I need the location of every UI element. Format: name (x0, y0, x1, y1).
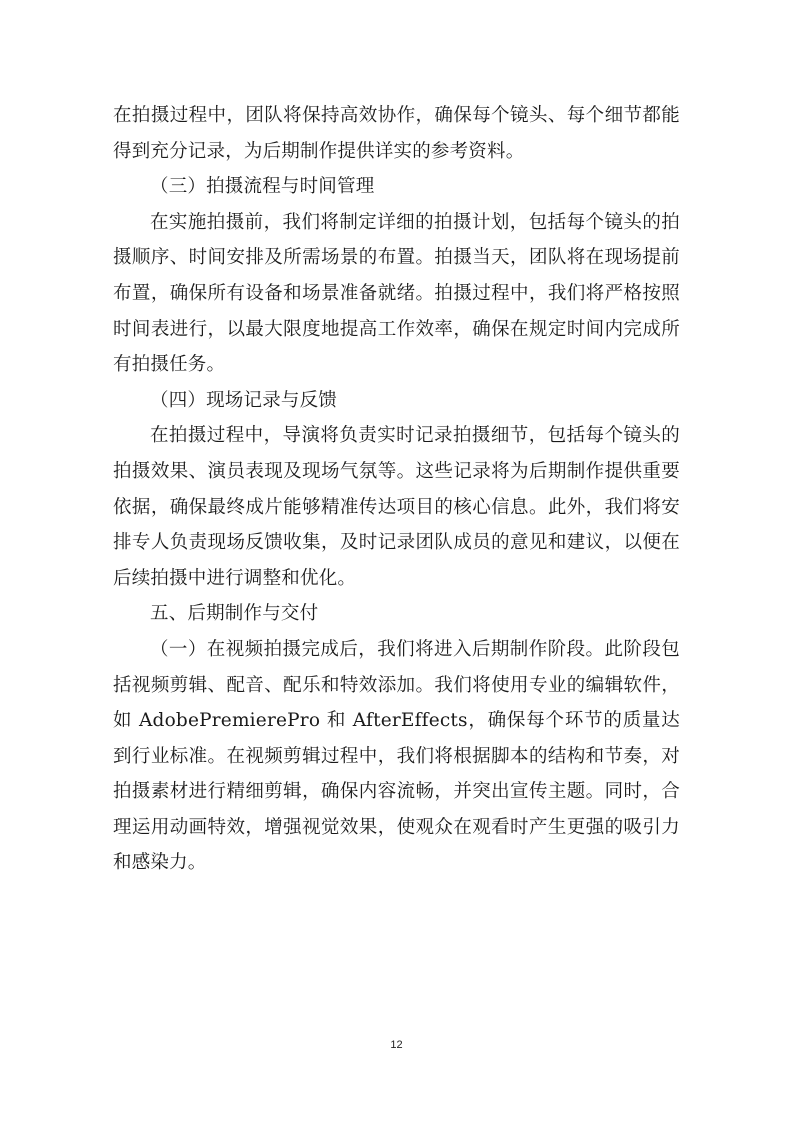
paragraph-continuation: 在拍摄过程中，团队将保持高效协作，确保每个镜头、每个细节都能得到充分记录，为后期制作提供详实的参考资料。 (113, 105, 680, 162)
page-number: 12 (390, 1039, 403, 1051)
section-heading-onsite-record: （四）现场记录与反馈 (150, 389, 338, 411)
chapter-heading-post-production: 五、后期制作与交付 (150, 603, 319, 625)
section-heading-shooting-process: （三）拍摄流程与时间管理 (150, 176, 375, 198)
paragraph-post-production: （一）在视频拍摄完成后，我们将进入后期制作阶段。此阶段包括视频剪辑、配音、配乐和特效添加。我们将使用专业的编辑软件，如 AdobePremierePro 和 AfterEffects，确保每个环节的质量达到行业标准。在视频剪辑过程中，我们将根据脚本的结构和节奏，对拍摄素材进行精细剪辑，确保内容流畅，并突出宣传主题。同时，合理运用动画特效，增强视觉效果，使观众在观看时产生更强的吸引力和感染力。 (113, 638, 680, 874)
body-text (113, 98, 680, 881)
paragraph-onsite-record: 在拍摄过程中，导演将负责实时记录拍摄细节，包括每个镜头的拍摄效果、演员表现及现场气氛等。这些记录将为后期制作提供重要依据，确保最终成片能够精准传达项目的核心信息。此外，我们将安排专人负责现场反馈收集，及时记录团队成员的意见和建议，以便在后续拍摄中进行调整和优化。 (113, 425, 680, 589)
paragraph-shooting-plan: 在实施拍摄前，我们将制定详细的拍摄计划，包括每个镜头的拍摄顺序、时间安排及所需场景的布置。拍摄当天，团队将在现场提前布置，确保所有设备和场景准备就绪。拍摄过程中，我们将严格按照时间表进行，以最大限度地提高工作效率，确保在规定时间内完成所有拍摄任务。 (113, 211, 680, 376)
